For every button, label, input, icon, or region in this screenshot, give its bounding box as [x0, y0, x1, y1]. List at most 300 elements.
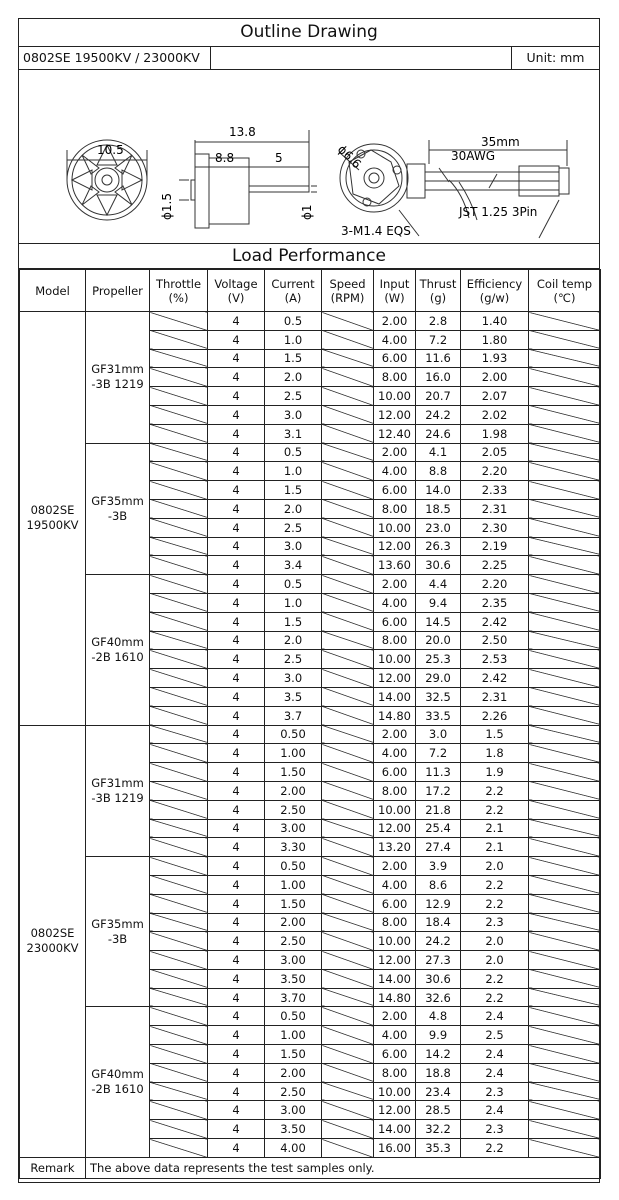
input-cell: 8.00: [374, 499, 416, 518]
thrust-cell: 9.9: [416, 1026, 461, 1045]
coil-temp-cell: [529, 838, 601, 857]
throttle-cell: [150, 875, 208, 894]
current-cell: 2.5: [265, 650, 322, 669]
thrust-cell: 11.6: [416, 349, 461, 368]
voltage-cell: 4: [208, 387, 265, 406]
table-row: [20, 857, 601, 876]
speed-cell: [322, 349, 374, 368]
speed-cell: [322, 481, 374, 500]
thrust-cell: 25.4: [416, 819, 461, 838]
input-cell: 12.00: [374, 405, 416, 424]
current-cell: 2.5: [265, 387, 322, 406]
efficiency-cell: 1.93: [461, 349, 529, 368]
table-row: [20, 312, 601, 331]
coil-temp-cell: [529, 800, 601, 819]
voltage-cell: 4: [208, 349, 265, 368]
column-header: Efficiency (g/w): [461, 270, 529, 312]
throttle-cell: [150, 405, 208, 424]
current-cell: 3.00: [265, 1101, 322, 1120]
throttle-cell: [150, 1026, 208, 1045]
throttle-cell: [150, 763, 208, 782]
efficiency-cell: 2.31: [461, 499, 529, 518]
current-cell: 0.50: [265, 1007, 322, 1026]
efficiency-cell: 2.35: [461, 593, 529, 612]
speed-cell: [322, 1082, 374, 1101]
current-cell: 0.5: [265, 312, 322, 331]
dim-length-total: 13.8: [229, 125, 256, 139]
coil-temp-cell: [529, 819, 601, 838]
column-header: Current (A): [265, 270, 322, 312]
throttle-cell: [150, 650, 208, 669]
current-cell: 4.00: [265, 1139, 322, 1158]
throttle-cell: [150, 800, 208, 819]
thrust-cell: 24.6: [416, 424, 461, 443]
thrust-cell: 2.8: [416, 312, 461, 331]
thrust-cell: 14.2: [416, 1045, 461, 1064]
coil-temp-cell: [529, 1139, 601, 1158]
speed-cell: [322, 838, 374, 857]
outline-drawing-svg: [19, 70, 600, 243]
efficiency-cell: 2.19: [461, 537, 529, 556]
coil-temp-cell: [529, 612, 601, 631]
speed-cell: [322, 687, 374, 706]
voltage-cell: 4: [208, 744, 265, 763]
propeller-cell: GF35mm -3B: [86, 443, 150, 575]
throttle-cell: [150, 969, 208, 988]
throttle-cell: [150, 349, 208, 368]
model-cell: 0802SE 23000KV: [20, 725, 86, 1157]
thrust-cell: 8.8: [416, 462, 461, 481]
current-cell: 1.00: [265, 744, 322, 763]
speed-cell: [322, 988, 374, 1007]
efficiency-cell: 2.42: [461, 612, 529, 631]
coil-temp-cell: [529, 1007, 601, 1026]
speed-cell: [322, 1101, 374, 1120]
efficiency-cell: 2.4: [461, 1063, 529, 1082]
speed-cell: [322, 744, 374, 763]
efficiency-cell: 2.26: [461, 706, 529, 725]
efficiency-cell: 2.4: [461, 1045, 529, 1064]
voltage-cell: 4: [208, 669, 265, 688]
speed-cell: [322, 819, 374, 838]
speed-cell: [322, 499, 374, 518]
efficiency-cell: 1.98: [461, 424, 529, 443]
efficiency-cell: 2.5: [461, 1026, 529, 1045]
efficiency-cell: 2.0: [461, 951, 529, 970]
spec-sheet: [18, 18, 600, 1183]
speed-cell: [322, 537, 374, 556]
coil-temp-cell: [529, 312, 601, 331]
coil-temp-cell: [529, 1082, 601, 1101]
table-row: [20, 725, 601, 744]
input-cell: 2.00: [374, 575, 416, 594]
coil-temp-cell: [529, 462, 601, 481]
current-cell: 2.00: [265, 1063, 322, 1082]
voltage-cell: 4: [208, 650, 265, 669]
dim-length-shaft: 5: [275, 151, 283, 165]
speed-cell: [322, 575, 374, 594]
column-header: Speed (RPM): [322, 270, 374, 312]
throttle-cell: [150, 481, 208, 500]
efficiency-cell: 2.2: [461, 988, 529, 1007]
model-unit-bar: [19, 47, 599, 70]
thrust-cell: 11.3: [416, 763, 461, 782]
current-cell: 1.5: [265, 349, 322, 368]
speed-cell: [322, 330, 374, 349]
voltage-cell: 4: [208, 556, 265, 575]
column-header: Throttle (%): [150, 270, 208, 312]
model-cell: 0802SE 19500KV: [20, 312, 86, 726]
load-title: Load Performance: [19, 244, 599, 269]
coil-temp-cell: [529, 537, 601, 556]
efficiency-cell: 1.40: [461, 312, 529, 331]
coil-temp-cell: [529, 1101, 601, 1120]
current-cell: 2.00: [265, 913, 322, 932]
coil-temp-cell: [529, 387, 601, 406]
voltage-cell: 4: [208, 593, 265, 612]
outline-drawing: [19, 70, 599, 244]
load-table: [19, 269, 601, 1179]
coil-temp-cell: [529, 650, 601, 669]
throttle-cell: [150, 537, 208, 556]
current-cell: 3.70: [265, 988, 322, 1007]
coil-temp-cell: [529, 763, 601, 782]
propeller-cell: GF31mm -3B 1219: [86, 725, 150, 857]
wire-label: 30AWG: [451, 149, 495, 163]
current-cell: 3.50: [265, 1120, 322, 1139]
input-cell: 4.00: [374, 462, 416, 481]
thrust-cell: 23.4: [416, 1082, 461, 1101]
speed-cell: [322, 894, 374, 913]
speed-cell: [322, 913, 374, 932]
thrust-cell: 27.4: [416, 838, 461, 857]
voltage-cell: 4: [208, 1045, 265, 1064]
throttle-cell: [150, 387, 208, 406]
throttle-cell: [150, 1007, 208, 1026]
current-cell: 3.50: [265, 969, 322, 988]
current-cell: 3.5: [265, 687, 322, 706]
thrust-cell: 32.6: [416, 988, 461, 1007]
dim-lead-length: 35mm: [481, 135, 520, 149]
voltage-cell: 4: [208, 819, 265, 838]
coil-temp-cell: [529, 424, 601, 443]
column-header: Input (W): [374, 270, 416, 312]
input-cell: 8.00: [374, 913, 416, 932]
voltage-cell: 4: [208, 312, 265, 331]
propeller-cell: GF31mm -3B 1219: [86, 312, 150, 444]
coil-temp-cell: [529, 499, 601, 518]
current-cell: 1.50: [265, 894, 322, 913]
thrust-cell: 20.0: [416, 631, 461, 650]
dim-length-body: 8.8: [215, 151, 235, 165]
voltage-cell: 4: [208, 612, 265, 631]
efficiency-cell: 2.02: [461, 405, 529, 424]
throttle-cell: [150, 499, 208, 518]
throttle-cell: [150, 781, 208, 800]
voltage-cell: 4: [208, 1101, 265, 1120]
input-cell: 12.40: [374, 424, 416, 443]
coil-temp-cell: [529, 368, 601, 387]
speed-cell: [322, 556, 374, 575]
screws-label: 3-M1.4 EQS: [341, 224, 411, 238]
speed-cell: [322, 1045, 374, 1064]
input-cell: 6.00: [374, 894, 416, 913]
throttle-cell: [150, 669, 208, 688]
coil-temp-cell: [529, 669, 601, 688]
side-view: [179, 130, 317, 228]
load-table-body: [20, 312, 601, 1179]
thrust-cell: 18.5: [416, 499, 461, 518]
voltage-cell: 4: [208, 838, 265, 857]
input-cell: 4.00: [374, 593, 416, 612]
throttle-cell: [150, 330, 208, 349]
efficiency-cell: 2.3: [461, 913, 529, 932]
efficiency-cell: 2.20: [461, 575, 529, 594]
efficiency-cell: 2.4: [461, 1007, 529, 1026]
input-cell: 6.00: [374, 349, 416, 368]
current-cell: 2.0: [265, 631, 322, 650]
column-header: Thrust (g): [416, 270, 461, 312]
thrust-cell: 24.2: [416, 405, 461, 424]
current-cell: 0.50: [265, 857, 322, 876]
coil-temp-cell: [529, 1063, 601, 1082]
input-cell: 14.80: [374, 988, 416, 1007]
thrust-cell: 17.2: [416, 781, 461, 800]
connector-label: JST 1.25 3Pin: [459, 205, 538, 219]
thrust-cell: 33.5: [416, 706, 461, 725]
thrust-cell: 14.0: [416, 481, 461, 500]
speed-cell: [322, 650, 374, 669]
speed-cell: [322, 763, 374, 782]
coil-temp-cell: [529, 951, 601, 970]
speed-cell: [322, 424, 374, 443]
thrust-cell: 7.2: [416, 744, 461, 763]
voltage-cell: 4: [208, 781, 265, 800]
current-cell: 0.5: [265, 443, 322, 462]
thrust-cell: 12.9: [416, 894, 461, 913]
efficiency-cell: 2.2: [461, 894, 529, 913]
current-cell: 1.50: [265, 763, 322, 782]
input-cell: 12.00: [374, 951, 416, 970]
thrust-cell: 29.0: [416, 669, 461, 688]
efficiency-cell: 2.2: [461, 781, 529, 800]
coil-temp-cell: [529, 932, 601, 951]
speed-cell: [322, 1063, 374, 1082]
current-cell: 3.4: [265, 556, 322, 575]
thrust-cell: 3.9: [416, 857, 461, 876]
efficiency-cell: 2.0: [461, 857, 529, 876]
speed-cell: [322, 725, 374, 744]
coil-temp-cell: [529, 1045, 601, 1064]
input-cell: 14.80: [374, 706, 416, 725]
thrust-cell: 23.0: [416, 518, 461, 537]
coil-temp-cell: [529, 687, 601, 706]
input-cell: 2.00: [374, 1007, 416, 1026]
thrust-cell: 20.7: [416, 387, 461, 406]
throttle-cell: [150, 575, 208, 594]
dim-dia-bolt: ϕ6.6: [334, 142, 364, 172]
input-cell: 6.00: [374, 612, 416, 631]
efficiency-cell: 2.07: [461, 387, 529, 406]
input-cell: 6.00: [374, 763, 416, 782]
voltage-cell: 4: [208, 951, 265, 970]
voltage-cell: 4: [208, 969, 265, 988]
remark-row: [20, 1157, 601, 1178]
voltage-cell: 4: [208, 913, 265, 932]
speed-cell: [322, 800, 374, 819]
speed-cell: [322, 462, 374, 481]
input-cell: 8.00: [374, 1063, 416, 1082]
voltage-cell: 4: [208, 687, 265, 706]
speed-cell: [322, 669, 374, 688]
input-cell: 8.00: [374, 781, 416, 800]
voltage-cell: 4: [208, 894, 265, 913]
voltage-cell: 4: [208, 330, 265, 349]
remark-text: The above data represents the test samples only.: [86, 1157, 601, 1178]
current-cell: 1.5: [265, 612, 322, 631]
efficiency-cell: 2.2: [461, 800, 529, 819]
current-cell: 2.5: [265, 518, 322, 537]
input-cell: 2.00: [374, 725, 416, 744]
coil-temp-cell: [529, 443, 601, 462]
input-cell: 13.60: [374, 556, 416, 575]
propeller-cell: GF35mm -3B: [86, 857, 150, 1007]
voltage-cell: 4: [208, 462, 265, 481]
input-cell: 10.00: [374, 387, 416, 406]
input-cell: 10.00: [374, 518, 416, 537]
voltage-cell: 4: [208, 631, 265, 650]
throttle-cell: [150, 951, 208, 970]
thrust-cell: 27.3: [416, 951, 461, 970]
thrust-cell: 16.0: [416, 368, 461, 387]
input-cell: 4.00: [374, 330, 416, 349]
input-cell: 14.00: [374, 969, 416, 988]
efficiency-cell: 1.9: [461, 763, 529, 782]
current-cell: 1.50: [265, 1045, 322, 1064]
speed-cell: [322, 951, 374, 970]
efficiency-cell: 2.3: [461, 1120, 529, 1139]
throttle-cell: [150, 612, 208, 631]
throttle-cell: [150, 1045, 208, 1064]
coil-temp-cell: [529, 481, 601, 500]
voltage-cell: 4: [208, 988, 265, 1007]
speed-cell: [322, 875, 374, 894]
current-cell: 1.5: [265, 481, 322, 500]
throttle-cell: [150, 1139, 208, 1158]
current-cell: 2.00: [265, 781, 322, 800]
speed-cell: [322, 857, 374, 876]
speed-cell: [322, 387, 374, 406]
efficiency-cell: 2.25: [461, 556, 529, 575]
voltage-cell: 4: [208, 1120, 265, 1139]
efficiency-cell: 2.31: [461, 687, 529, 706]
efficiency-cell: 2.00: [461, 368, 529, 387]
throttle-cell: [150, 988, 208, 1007]
speed-cell: [322, 518, 374, 537]
efficiency-cell: 1.5: [461, 725, 529, 744]
current-cell: 1.00: [265, 1026, 322, 1045]
speed-cell: [322, 368, 374, 387]
current-cell: 3.30: [265, 838, 322, 857]
thrust-cell: 32.5: [416, 687, 461, 706]
thrust-cell: 4.4: [416, 575, 461, 594]
table-row: [20, 1007, 601, 1026]
throttle-cell: [150, 819, 208, 838]
throttle-cell: [150, 518, 208, 537]
throttle-cell: [150, 1063, 208, 1082]
input-cell: 10.00: [374, 650, 416, 669]
thrust-cell: 30.6: [416, 556, 461, 575]
efficiency-cell: 2.2: [461, 875, 529, 894]
voltage-cell: 4: [208, 368, 265, 387]
efficiency-cell: 2.0: [461, 932, 529, 951]
input-cell: 10.00: [374, 932, 416, 951]
thrust-cell: 35.3: [416, 1139, 461, 1158]
input-cell: 14.00: [374, 1120, 416, 1139]
thrust-cell: 8.6: [416, 875, 461, 894]
throttle-cell: [150, 556, 208, 575]
current-cell: 3.7: [265, 706, 322, 725]
efficiency-cell: 2.2: [461, 1139, 529, 1158]
efficiency-cell: 1.80: [461, 330, 529, 349]
coil-temp-cell: [529, 1120, 601, 1139]
speed-cell: [322, 443, 374, 462]
speed-cell: [322, 631, 374, 650]
current-cell: 3.0: [265, 537, 322, 556]
voltage-cell: 4: [208, 424, 265, 443]
throttle-cell: [150, 368, 208, 387]
speed-cell: [322, 1007, 374, 1026]
speed-cell: [322, 781, 374, 800]
input-cell: 12.00: [374, 669, 416, 688]
voltage-cell: 4: [208, 518, 265, 537]
current-cell: 2.0: [265, 368, 322, 387]
coil-temp-cell: [529, 593, 601, 612]
input-cell: 14.00: [374, 687, 416, 706]
current-cell: 1.0: [265, 462, 322, 481]
throttle-cell: [150, 462, 208, 481]
thrust-cell: 32.2: [416, 1120, 461, 1139]
dim-dia-shaft: ϕ1: [300, 204, 314, 220]
speed-cell: [322, 969, 374, 988]
efficiency-cell: 2.2: [461, 969, 529, 988]
throttle-cell: [150, 593, 208, 612]
voltage-cell: 4: [208, 800, 265, 819]
thrust-cell: 24.2: [416, 932, 461, 951]
input-cell: 10.00: [374, 1082, 416, 1101]
efficiency-cell: 2.05: [461, 443, 529, 462]
current-cell: 2.50: [265, 932, 322, 951]
dim-width-front: 10.5: [97, 143, 124, 157]
speed-cell: [322, 706, 374, 725]
voltage-cell: 4: [208, 1082, 265, 1101]
throttle-cell: [150, 424, 208, 443]
coil-temp-cell: [529, 631, 601, 650]
voltage-cell: 4: [208, 499, 265, 518]
current-cell: 1.0: [265, 330, 322, 349]
column-header: Model: [20, 270, 86, 312]
voltage-cell: 4: [208, 405, 265, 424]
propeller-cell: GF40mm -2B 1610: [86, 575, 150, 725]
coil-temp-cell: [529, 913, 601, 932]
current-cell: 3.0: [265, 669, 322, 688]
throttle-cell: [150, 443, 208, 462]
current-cell: 3.00: [265, 819, 322, 838]
thrust-cell: 18.8: [416, 1063, 461, 1082]
current-cell: 3.1: [265, 424, 322, 443]
throttle-cell: [150, 932, 208, 951]
efficiency-cell: 2.20: [461, 462, 529, 481]
